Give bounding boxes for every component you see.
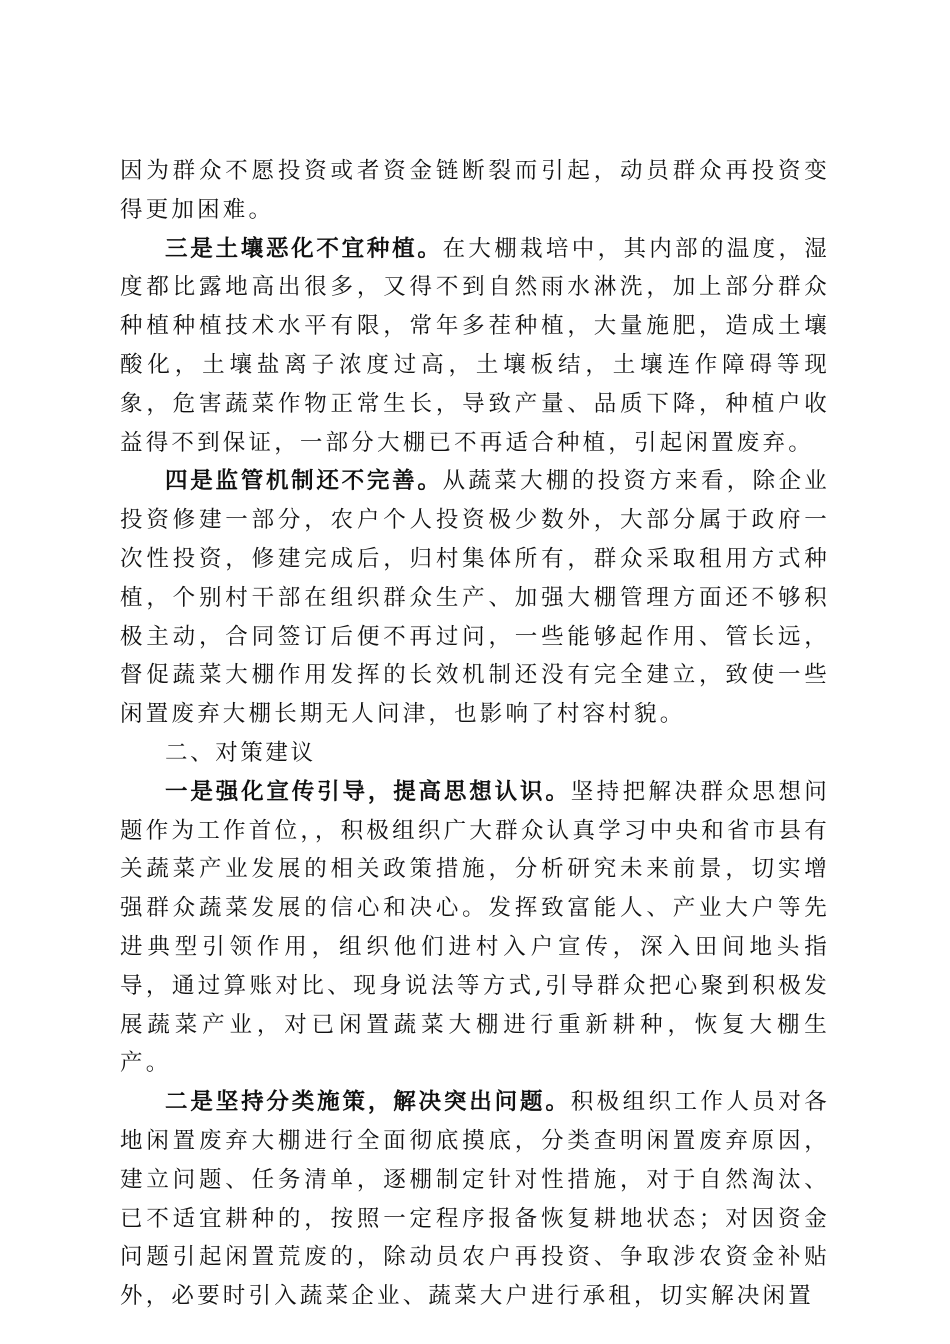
paragraph-lead: 三是土壤恶化不宜种植。 bbox=[165, 235, 443, 262]
paragraph-text: 在大棚栽培中，其内部的温度，湿度都比露地高出很多，又得不到自然雨水淋洗，加上部分群众种植种植技术水平有限，常年多茬种植，大量施肥，造成土壤酸化，土壤盐离子浓度过高，土壤板结，土壤连作障碍等现象，危害蔬菜作物正常生长，导致产量、品质下降，种植户收益得不到保证，一部分大棚已不再适合种植，引起闲置废弃。 bbox=[120, 235, 830, 456]
section-heading: 二、对策建议 bbox=[165, 739, 316, 766]
paragraph-lead: 一是强化宣传引导，提高思想认识。 bbox=[165, 778, 571, 805]
paragraph-text: 积极组织工作人员对各地闲置废弃大棚进行全面彻底摸底，分类查明闲置废弃原因，建立问题、任务清单，逐棚制定针对性措施，对于自然淘汰、已不适宜耕种的，按照一定程序报备恢复耕地状态；对因资金问题引起闲置荒废的，除动员农户再投资、争取涉农资金补贴外，必要时引入蔬菜企业、蔬菜大户进行承租，切实解决闲置 bbox=[120, 1089, 830, 1310]
paragraph-classification bbox=[120, 1083, 830, 1316]
paragraph-publicity bbox=[120, 773, 830, 1083]
paragraph-lead: 二是坚持分类施策，解决突出问题。 bbox=[165, 1089, 571, 1116]
paragraph-text: 从蔬菜大棚的投资方来看，除企业投资修建一部分，农户个人投资极少数外，大部分属于政府一次性投资，修建完成后，归村集体所有，群众采取租用方式种植，个别村干部在组织群众生产、加强大棚管理方面还不够积极主动，合同签订后便不再过问，一些能够起作用、管长远，督促蔬菜大棚作用发挥的长效机制还没有完全建立，致使一些闲置废弃大棚长期无人问津，也影响了村容村貌。 bbox=[120, 468, 830, 728]
paragraph-text: 坚持把解决群众思想问题作为工作首位，，积极组织广大群众认真学习中央和省市县有关蔬菜产业发展的相关政策措施，分析研究未来前景，切实增强群众蔬菜发展的信心和决心。发挥致富能人、产业大户等先进典型引领作用，组织他们进村入户宣传，深入田间地头指导，通过算账对比、现身说法等方式,引导群众把心聚到积极发展蔬菜产业，对已闲置蔬菜大棚进行重新耕种，恢复大棚生产。 bbox=[120, 778, 830, 1077]
paragraph-continued bbox=[120, 152, 830, 230]
paragraph-supervision bbox=[120, 462, 830, 734]
paragraph-soil bbox=[120, 230, 830, 463]
paragraph-lead: 四是监管机制还不完善。 bbox=[165, 468, 443, 495]
document-body bbox=[120, 152, 830, 1316]
paragraph-text: 因为群众不愿投资或者资金链断裂而引起，动员群众再投资变得更加困难。 bbox=[120, 158, 830, 223]
